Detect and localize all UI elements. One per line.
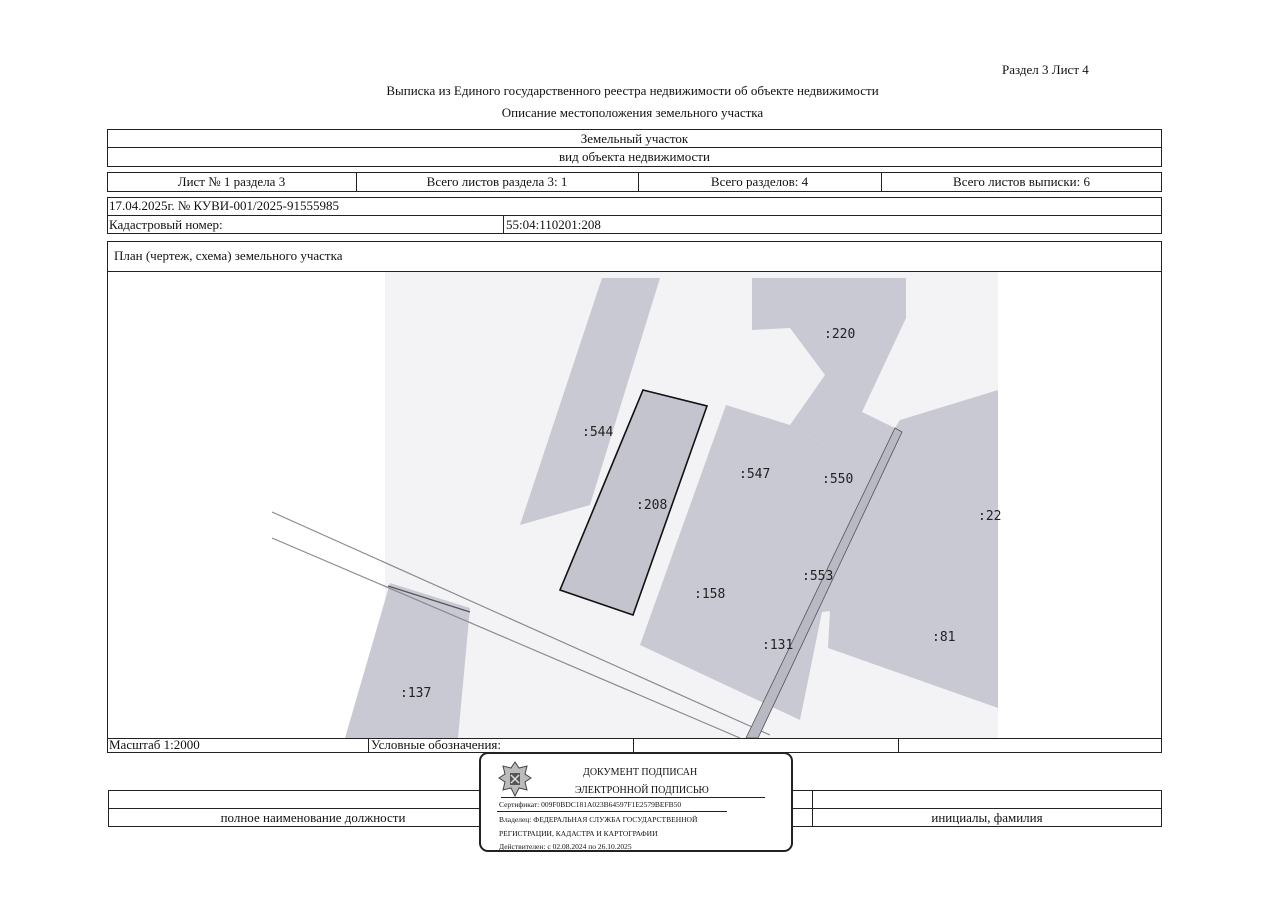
parcel-label: :131 [762, 638, 794, 653]
parcel-label: :220 [824, 327, 856, 342]
certificate-number: Сертификат: 009F0BDC181A023B64597F1E2579BEFB50 [499, 800, 682, 809]
divider [368, 738, 369, 753]
certificate-owner-1: Владелец: ФЕДЕРАЛЬНАЯ СЛУЖБА ГОСУДАРСТВЕННОЙ [499, 815, 698, 824]
parcel-label: :550 [822, 472, 854, 487]
divider [497, 811, 727, 812]
legend-label: Условные обозначения: [371, 737, 502, 752]
plan-title: План (чертеж, схема) земельного участка [114, 248, 343, 263]
electronic-signature-stamp [479, 752, 793, 852]
parcel-map [110, 272, 1160, 738]
parcel-label: :81 [932, 630, 956, 645]
divider [107, 738, 1162, 739]
total-section-sheets: Всего листов раздела 3: 1 [426, 174, 568, 189]
signed-line-2: ЭЛЕКТРОННОЙ ПОДПИСЬЮ [575, 785, 709, 796]
section-sheet-label: Раздел 3 Лист 4 [1002, 62, 1089, 77]
parcel-label: :158 [694, 587, 726, 602]
certificate-validity: Действителен: с 02.08.2024 по 26.10.2025 [499, 842, 632, 851]
parcel-label: :553 [802, 569, 834, 584]
total-extract-sheets: Всего листов выписки: 6 [953, 174, 1090, 189]
sheet-number: Лист № 1 раздела 3 [177, 174, 286, 189]
emblem-icon [497, 760, 533, 800]
divider [898, 738, 899, 753]
parcel-label: :547 [739, 467, 771, 482]
divider [503, 215, 504, 234]
parcel-label: :208 [636, 498, 668, 513]
parcel-label: :544 [582, 425, 614, 440]
parcel-label: :137 [400, 686, 432, 701]
certificate-owner-2: РЕГИСТРАЦИИ, КАДАСТРА И КАРТОГРАФИИ [499, 829, 658, 838]
document-title: Выписка из Единого государственного реестра недвижимости об объекте недвижимости [386, 83, 879, 98]
record-date-number: 17.04.2025г. № КУВИ-001/2025-91555985 [109, 198, 339, 213]
object-type-caption: вид объекта недвижимости [559, 149, 710, 164]
document-subtitle: Описание местоположения земельного участка [501, 105, 764, 120]
object-type: Земельный участок [580, 130, 689, 146]
signed-line-1: ДОКУМЕНТ ПОДПИСАН [583, 767, 698, 778]
scale-label: Масштаб 1:2000 [109, 737, 200, 752]
total-sections: Всего разделов: 4 [710, 174, 809, 189]
name-caption: инициалы, фамилия [931, 810, 1043, 825]
divider [107, 215, 1162, 216]
divider [501, 797, 765, 798]
parcel-label: :22 [978, 509, 1002, 524]
position-caption: полное наименование должности [220, 810, 406, 825]
cadastral-number-value: 55:04:110201:208 [506, 217, 601, 232]
cadastral-number-label: Кадастровый номер: [109, 217, 223, 232]
divider [633, 738, 634, 753]
